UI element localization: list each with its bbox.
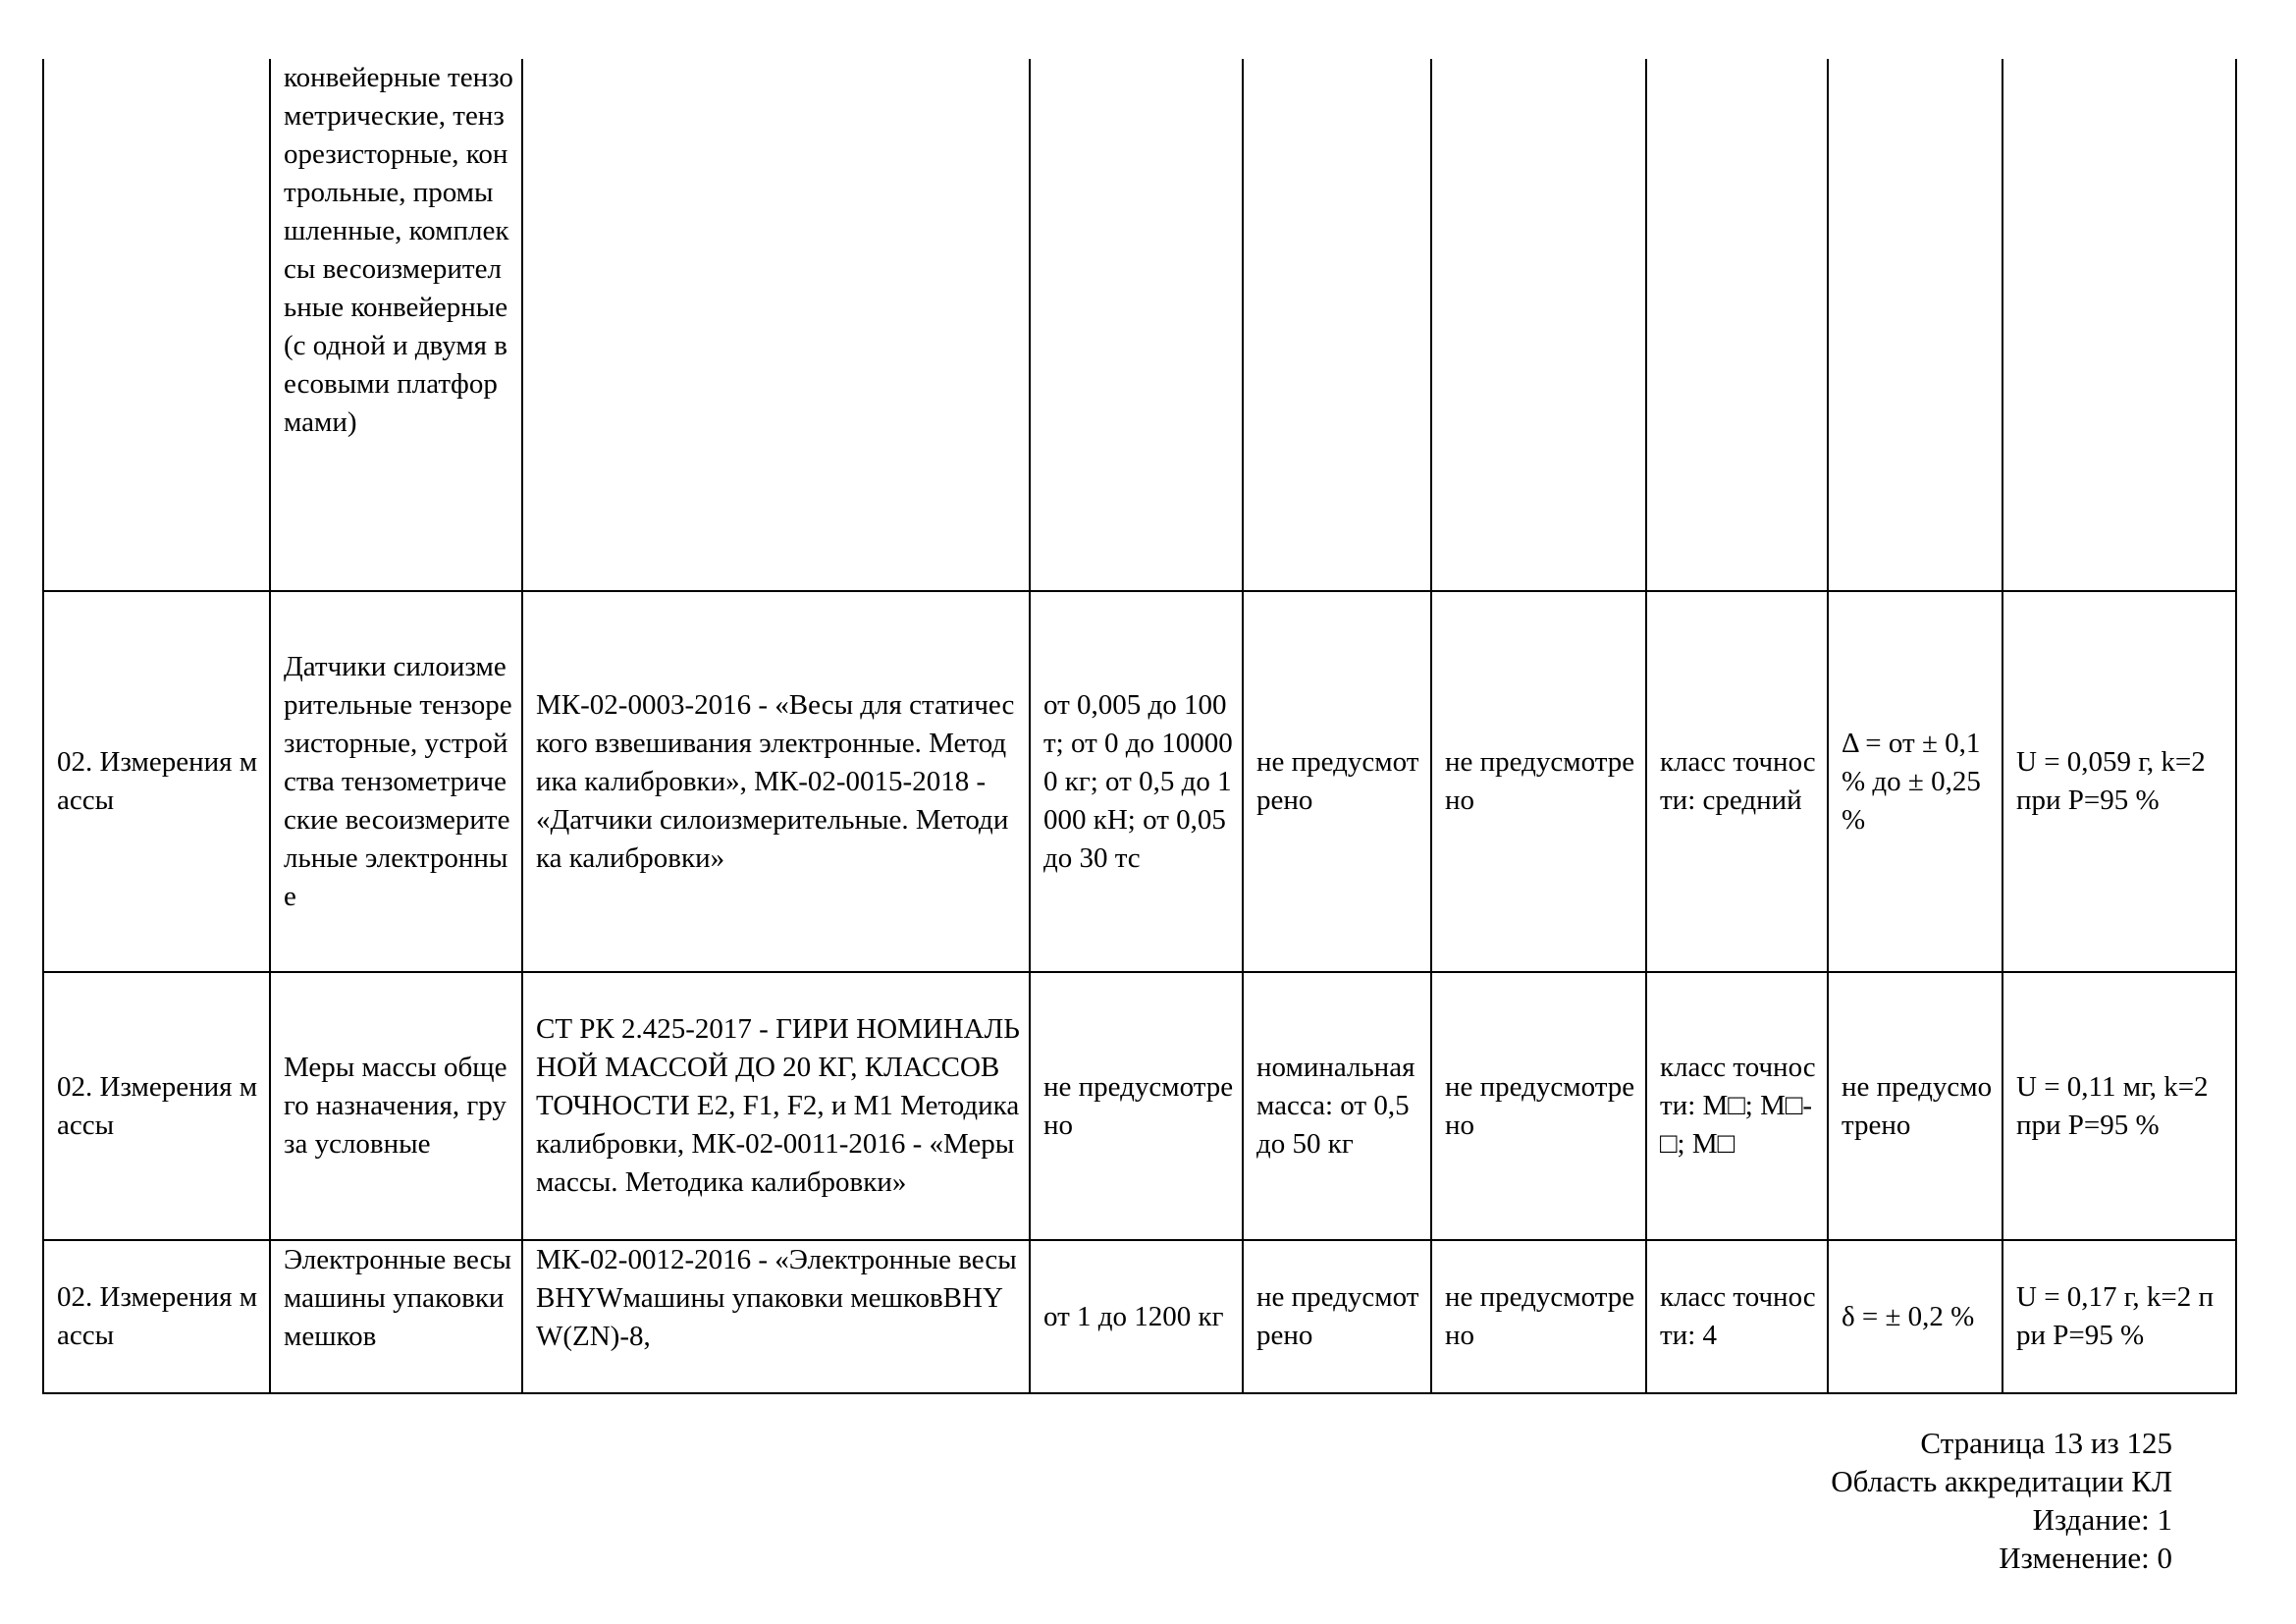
accuracy-class-cell: класс точности: средний	[1646, 591, 1828, 972]
nominal-value-cell: не предусмотрено	[1243, 1240, 1431, 1393]
accreditation-scope-table	[42, 59, 2237, 1394]
extra-range-cell	[1431, 59, 1646, 591]
method-document-cell: СТ РК 2.425-2017 - ГИРИ НОМИНАЛЬНОЙ МАССОЙ ДО 20 КГ, КЛАССОВ ТОЧНОСТИ E2, F1, F2, и M1 Методика калибровки, МК-02-0011-2016 - «Меры массы. Методика калибровки»	[522, 972, 1030, 1240]
accuracy-class-cell: класс точности: M□; M□-□; M□	[1646, 972, 1828, 1240]
page-number: Страница 13 из 125	[1920, 1426, 2172, 1460]
nominal-value-cell: не предусмотрено	[1243, 591, 1431, 972]
nominal-value-cell: номинальная масса: от 0,5 до 50 кг	[1243, 972, 1431, 1240]
method-document-cell	[522, 59, 1030, 591]
instrument-name-cell: конвейерные тензометрические, тензорезисторные, контрольные, промышленные, комплексы весоизмерительные конвейерные (с одной и двумя весовыми платформами)	[270, 59, 522, 591]
accreditation-scope-label: Область аккредитации КЛ	[1831, 1464, 2172, 1498]
uncertainty-cell: U = 0,17 г, k=2 при P=95 %	[2002, 1240, 2236, 1393]
error-limit-cell: Δ = от ± 0,1 % до ± 0,25 %	[1828, 591, 2002, 972]
table-row	[43, 591, 2236, 972]
measurement-field-cell: 02. Измерения массы	[43, 591, 270, 972]
measurement-field-cell: 02. Измерения массы	[43, 972, 270, 1240]
nominal-value-cell	[1243, 59, 1431, 591]
measurement-range-cell	[1030, 59, 1243, 591]
uncertainty-cell	[2002, 59, 2236, 591]
revision-label: Изменение: 0	[1999, 1541, 2172, 1575]
instrument-name-cell: Электронные весы машины упаковки мешков	[270, 1240, 522, 1393]
instrument-name-cell: Меры массы общего назначения, груза условные	[270, 972, 522, 1240]
page-footer	[1831, 1424, 2172, 1577]
accuracy-class-cell: класс точности: 4	[1646, 1240, 1828, 1393]
error-limit-cell: не предусмотрено	[1828, 972, 2002, 1240]
accuracy-class-cell	[1646, 59, 1828, 591]
extra-range-cell: не предусмотрено	[1431, 591, 1646, 972]
edition-label: Издание: 1	[2032, 1502, 2172, 1537]
extra-range-cell: не предусмотрено	[1431, 1240, 1646, 1393]
uncertainty-cell: U = 0,11 мг, k=2 при P=95 %	[2002, 972, 2236, 1240]
table-row	[43, 1240, 2236, 1393]
extra-range-cell: не предусмотрено	[1431, 972, 1646, 1240]
error-limit-cell: δ = ± 0,2 %	[1828, 1240, 2002, 1393]
table-row	[43, 59, 2236, 591]
method-document-cell: МК-02-0003-2016 - «Весы для статического взвешивания электронные. Методика калибровки», МК-02-0015-2018 - «Датчики силоизмерительные. Методика калибровки»	[522, 591, 1030, 972]
measurement-range-cell: не предусмотрено	[1030, 972, 1243, 1240]
measurement-field-cell: 02. Измерения массы	[43, 1240, 270, 1393]
table-row	[43, 972, 2236, 1240]
error-limit-cell	[1828, 59, 2002, 591]
instrument-name-cell: Датчики силоизмерительные тензорезисторные, устройства тензометрические весоизмерительные электронные	[270, 591, 522, 972]
measurement-field-cell	[43, 59, 270, 591]
measurement-range-cell: от 1 до 1200 кг	[1030, 1240, 1243, 1393]
measurement-range-cell: от 0,005 до 100 т; от 0 до 100000 кг; от 0,5 до 1000 кН; от 0,05 до 30 тс	[1030, 591, 1243, 972]
uncertainty-cell: U = 0,059 г, k=2 при P=95 %	[2002, 591, 2236, 972]
method-document-cell: МК-02-0012-2016 - «Электронные весыBHYWмашины упаковки мешковBHYW(ZN)-8,	[522, 1240, 1030, 1393]
